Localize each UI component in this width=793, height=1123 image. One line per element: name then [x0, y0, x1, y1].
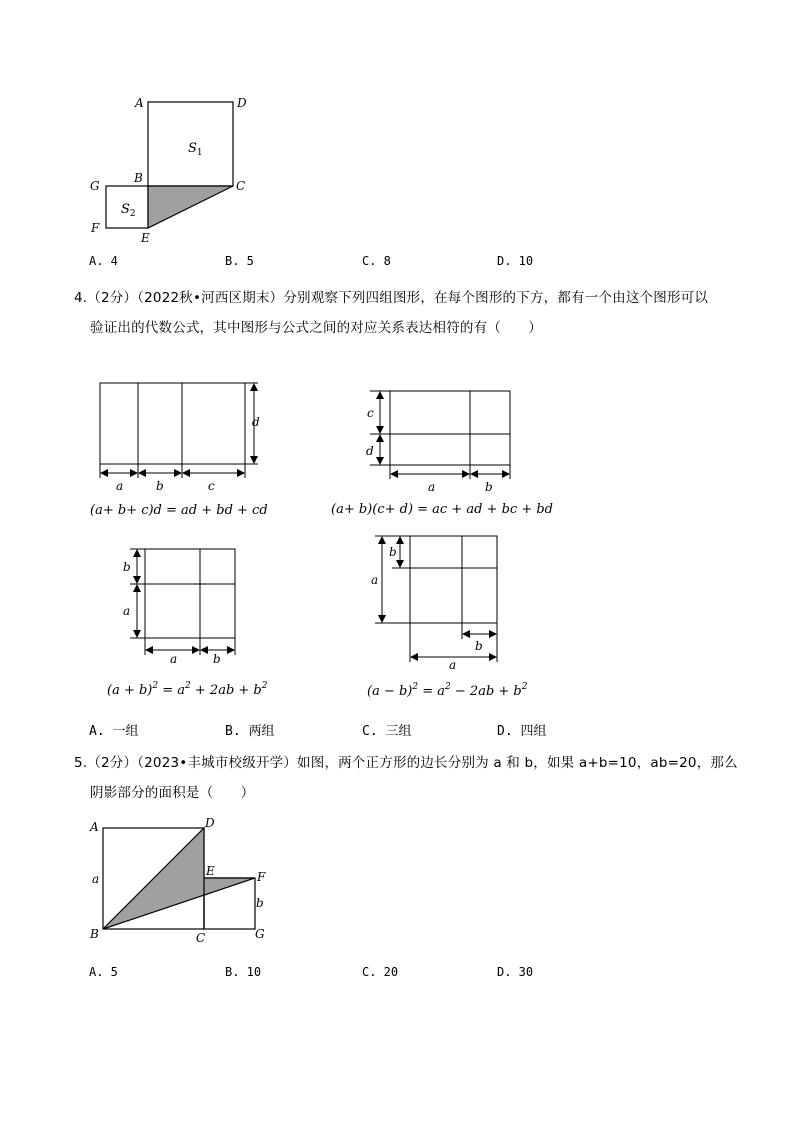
label-G: G [90, 179, 100, 193]
label-A: A [135, 96, 144, 110]
fig4-label-a: a [371, 573, 379, 587]
fig3-formula: $(a + b)^2 = a^2 + 2ab + b^2$ [107, 681, 268, 698]
q5-option-b[interactable]: B. 10 [225, 965, 262, 979]
label-E: E [141, 231, 150, 245]
q5-option-a[interactable]: A. 5 [89, 965, 118, 979]
q3-option-c[interactable]: C. 8 [362, 254, 391, 268]
q5-question-line1: 5.（2分）（2023•丰城市校级开学）如图，两个正方形的边长分别为 a 和 b，如果 a+b=10，ab=20，那么 [74, 755, 738, 771]
label-S2: $S_2$ [121, 202, 136, 219]
label-E: E [206, 864, 215, 878]
label-C: C [236, 179, 246, 193]
label-F: F [91, 221, 100, 235]
q5-option-c[interactable]: C. 20 [362, 965, 399, 979]
fig1-label-d: d [252, 415, 260, 429]
q4-figure-1 [90, 375, 270, 493]
fig4-label-b2: b [475, 639, 483, 653]
q4-option-d[interactable]: D. 四组 [497, 724, 547, 739]
label-F: F [257, 870, 266, 884]
label-a: a [92, 872, 100, 886]
label-A: A [90, 820, 99, 834]
fig1-formula: (a+ b+ c)d = ad + bd + cd [90, 503, 268, 518]
q4-figure-3 [115, 543, 245, 668]
q5-option-d[interactable]: D. 30 [497, 965, 534, 979]
fig2-label-c: c [367, 406, 374, 420]
q4-option-b[interactable]: B. 两组 [225, 724, 275, 739]
shaded-region [103, 828, 255, 929]
q3-option-d[interactable]: D. 10 [497, 254, 534, 268]
label-C: C [196, 931, 206, 945]
fig2-formula: (a+ b)(c+ d) = ac + ad + bc + bd [331, 502, 553, 517]
fig2-label-d: d [366, 444, 374, 458]
fig3-label-b2: b [213, 652, 221, 666]
fig2-label-a: a [428, 480, 436, 494]
fig3-label-a2: a [170, 652, 178, 666]
fig1-label-b: b [156, 479, 164, 493]
fig1-label-c: c [208, 479, 215, 493]
fig1-label-a: a [116, 479, 124, 493]
fig3-label-a: a [123, 604, 131, 618]
shaded-triangle [148, 186, 233, 228]
q5-question-line2: 阴影部分的面积是（ ） [90, 785, 255, 801]
fig3-label-b: b [123, 560, 131, 574]
q4-figure-4 [365, 530, 510, 670]
q4-figure-2 [360, 385, 530, 495]
q4-question-line2: 验证出的代数公式，其中图形与公式之间的对应关系表达相符的有（ ） [90, 320, 543, 336]
fig4-label-b: b [389, 545, 397, 559]
label-D: D [205, 816, 215, 830]
q3-option-b[interactable]: B. 5 [225, 254, 254, 268]
label-G: G [255, 927, 265, 941]
label-B: B [134, 171, 143, 185]
label-B: B [90, 927, 99, 941]
q3-option-a[interactable]: A. 4 [89, 254, 118, 268]
q4-option-c[interactable]: C. 三组 [362, 724, 412, 739]
q4-option-a[interactable]: A. 一组 [89, 724, 139, 739]
fig4-label-a2: a [449, 658, 457, 672]
label-D: D [237, 96, 247, 110]
fig2-label-b: b [485, 480, 493, 494]
q4-question-line1: 4.（2分）（2022秋•河西区期末）分别观察下列四组图形，在每个图形的下方，都有一个由这个图形可以 [74, 290, 709, 306]
fig4-formula: $(a - b)^2 = a^2 - 2ab + b^2$ [367, 682, 528, 699]
q3-figure [80, 90, 260, 250]
q5-figure [85, 815, 275, 945]
label-b: b [256, 896, 264, 910]
label-S1: $S_1$ [188, 141, 203, 158]
